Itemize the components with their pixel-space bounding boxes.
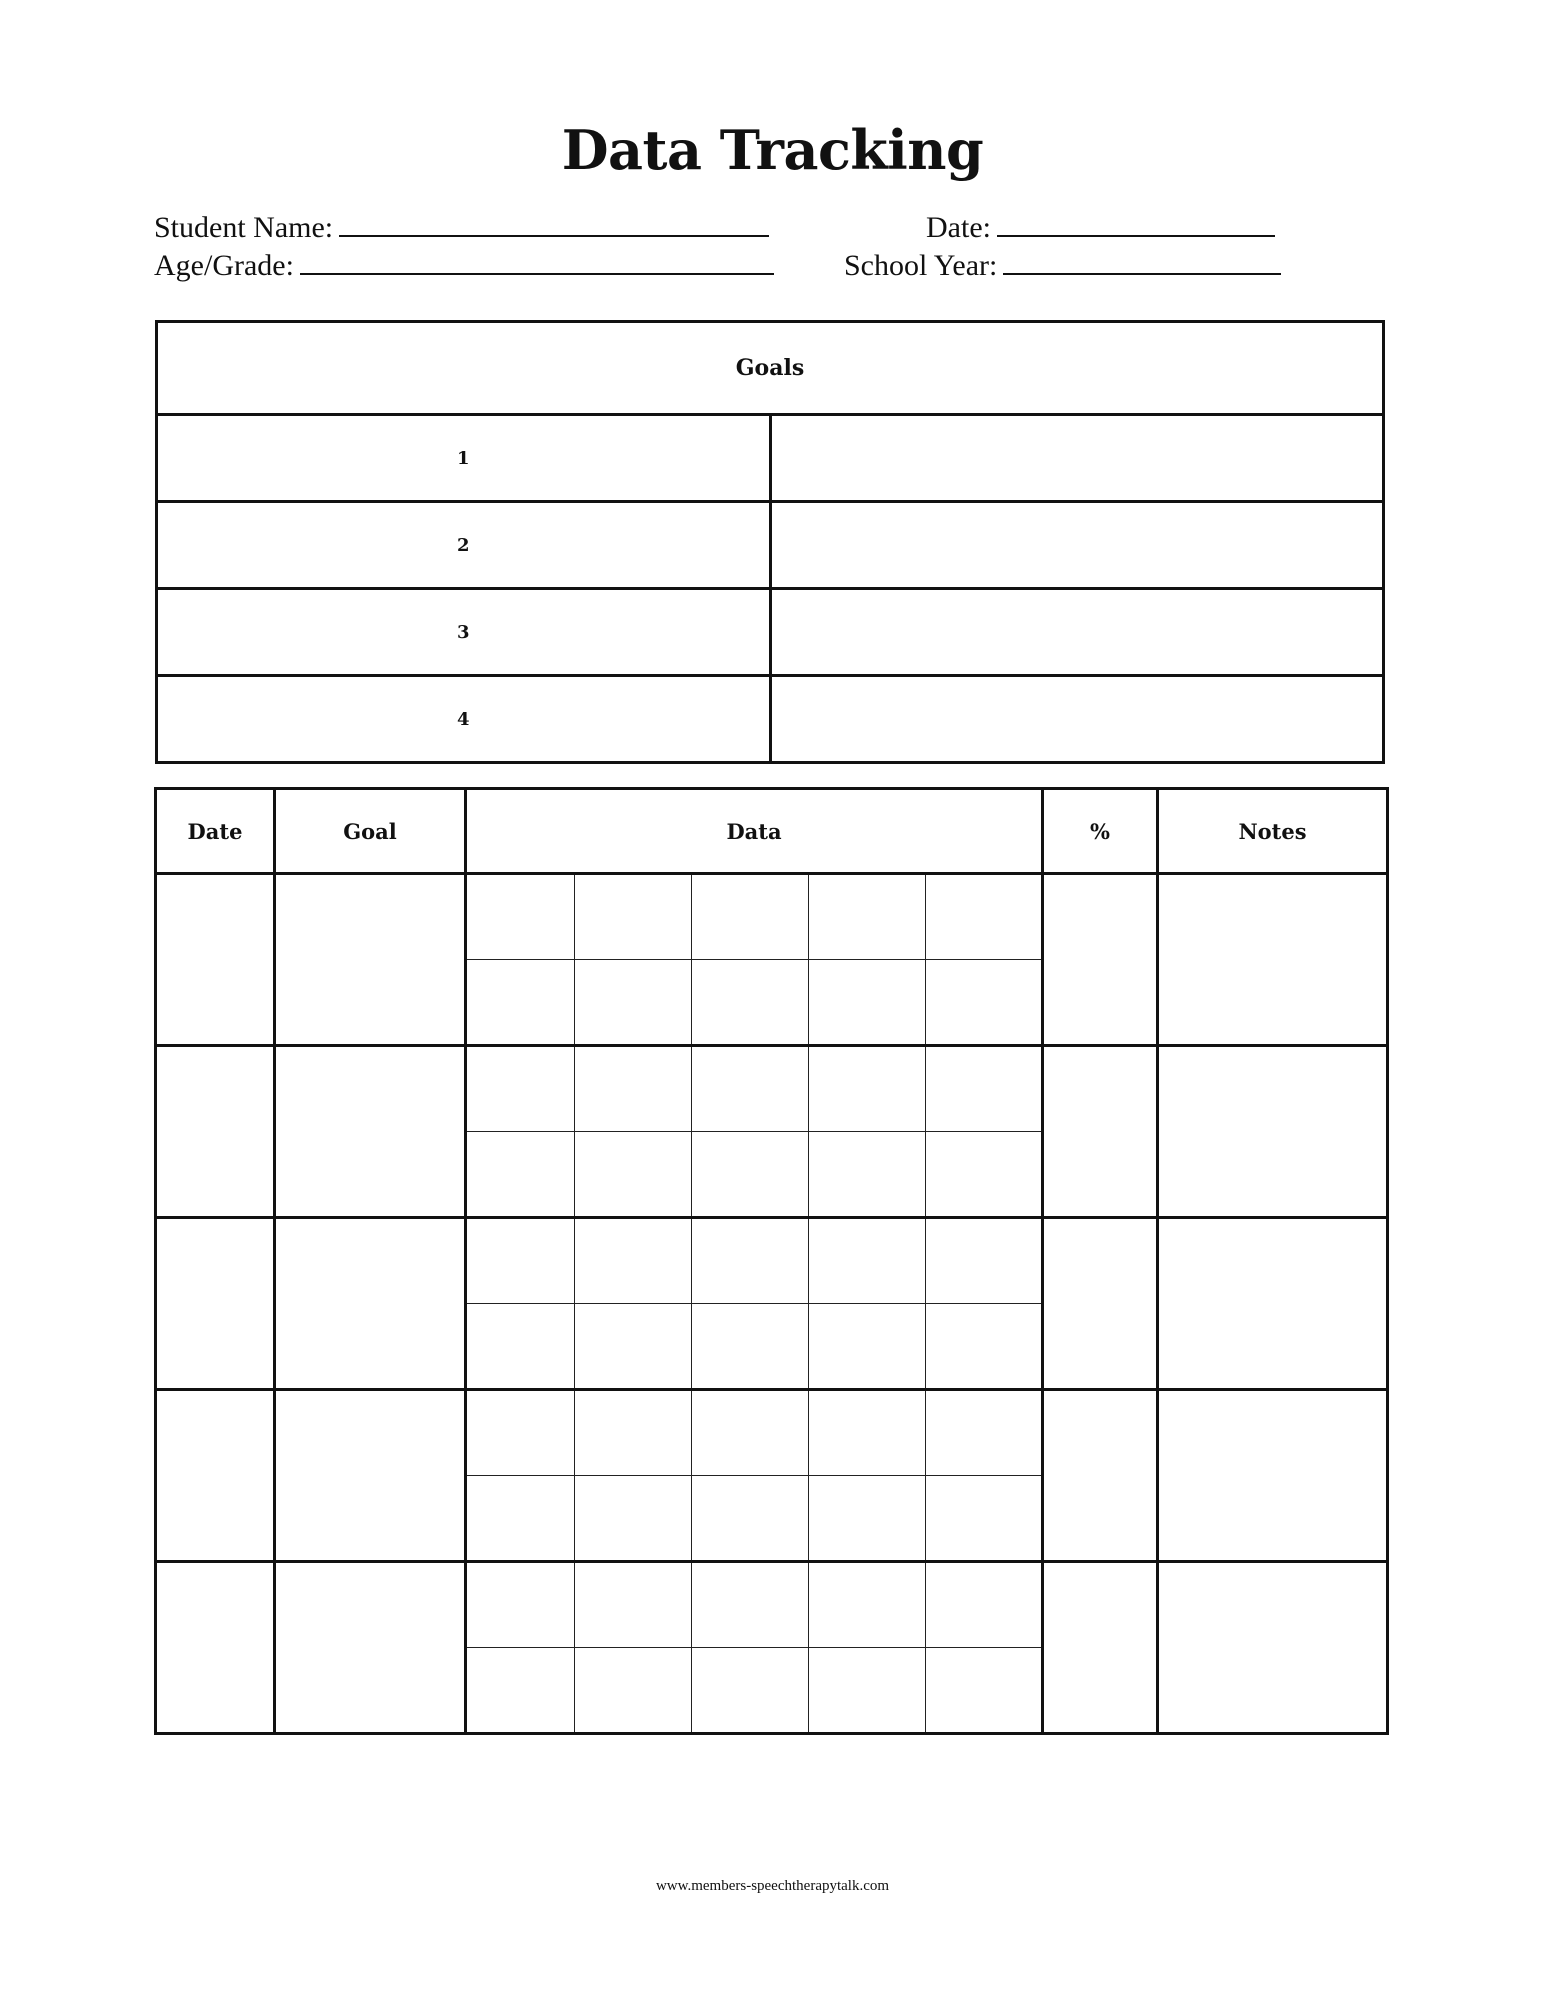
data-trial-cell[interactable]: [809, 1046, 926, 1132]
goal-text-cell[interactable]: [770, 415, 1384, 502]
entry-goal-cell[interactable]: [275, 1562, 466, 1734]
entry-goal-cell[interactable]: [275, 1390, 466, 1562]
data-trial-cell[interactable]: [575, 1218, 692, 1304]
goal-column-header: Goal: [275, 789, 466, 874]
tracking-row: [156, 1390, 1388, 1476]
data-trial-cell[interactable]: [926, 1648, 1043, 1734]
tracking-body: [156, 874, 1388, 1734]
age-grade-field: [154, 248, 774, 284]
entry-goal-cell[interactable]: [275, 1046, 466, 1218]
data-trial-cell[interactable]: [926, 1390, 1043, 1476]
age-grade-line[interactable]: [300, 249, 774, 275]
data-trial-cell[interactable]: [809, 1648, 926, 1734]
goal-text-cell[interactable]: [770, 589, 1384, 676]
entry-percent-cell[interactable]: [1043, 874, 1158, 1046]
entry-percent-cell[interactable]: [1043, 1562, 1158, 1734]
age-grade-label: Age/Grade:: [154, 249, 294, 282]
data-trial-cell[interactable]: [692, 1304, 809, 1390]
data-trial-cell[interactable]: [466, 874, 575, 960]
entry-date-cell[interactable]: [156, 1046, 275, 1218]
entry-notes-cell[interactable]: [1158, 1218, 1388, 1390]
tracking-row: [156, 1562, 1388, 1648]
data-trial-cell[interactable]: [466, 1648, 575, 1734]
entry-notes-cell[interactable]: [1158, 1046, 1388, 1218]
tracking-table: [154, 787, 1389, 1735]
data-trial-cell[interactable]: [926, 1304, 1043, 1390]
data-trial-cell[interactable]: [692, 1046, 809, 1132]
entry-percent-cell[interactable]: [1043, 1390, 1158, 1562]
tracking-row: [156, 1046, 1388, 1132]
entry-percent-cell[interactable]: [1043, 1218, 1158, 1390]
entry-date-cell[interactable]: [156, 1390, 275, 1562]
entry-notes-cell[interactable]: [1158, 1562, 1388, 1734]
goals-header-row: [157, 322, 1384, 415]
data-trial-cell[interactable]: [926, 1218, 1043, 1304]
data-trial-cell[interactable]: [692, 1390, 809, 1476]
data-trial-cell[interactable]: [575, 1476, 692, 1562]
data-trial-cell[interactable]: [575, 1304, 692, 1390]
data-trial-cell[interactable]: [809, 1390, 926, 1476]
tracking-header-row: [156, 789, 1388, 874]
data-trial-cell[interactable]: [926, 960, 1043, 1046]
goal-row: [157, 676, 1384, 763]
entry-date-cell[interactable]: [156, 1218, 275, 1390]
tracking-row: [156, 1218, 1388, 1304]
percent-column-header: %: [1043, 789, 1158, 874]
date-column-header: Date: [156, 789, 275, 874]
data-trial-cell[interactable]: [809, 874, 926, 960]
student-name-line[interactable]: [339, 211, 769, 237]
data-trial-cell[interactable]: [466, 1476, 575, 1562]
data-trial-cell[interactable]: [692, 1218, 809, 1304]
data-trial-cell[interactable]: [692, 874, 809, 960]
school-year-line[interactable]: [1003, 249, 1281, 275]
goal-number: 3: [157, 589, 771, 676]
data-trial-cell[interactable]: [692, 1562, 809, 1648]
data-trial-cell[interactable]: [809, 1132, 926, 1218]
data-trial-cell[interactable]: [466, 1046, 575, 1132]
data-trial-cell[interactable]: [809, 960, 926, 1046]
data-trial-cell[interactable]: [692, 1648, 809, 1734]
data-trial-cell[interactable]: [809, 1476, 926, 1562]
data-trial-cell[interactable]: [466, 960, 575, 1046]
date-field: [926, 210, 1275, 246]
data-trial-cell[interactable]: [575, 1648, 692, 1734]
school-year-label: School Year:: [844, 249, 998, 282]
entry-date-cell[interactable]: [156, 874, 275, 1046]
data-trial-cell[interactable]: [575, 960, 692, 1046]
tracking-row: [156, 874, 1388, 960]
entry-notes-cell[interactable]: [1158, 1390, 1388, 1562]
entry-notes-cell[interactable]: [1158, 874, 1388, 1046]
data-trial-cell[interactable]: [926, 874, 1043, 960]
entry-percent-cell[interactable]: [1043, 1046, 1158, 1218]
goal-text-cell[interactable]: [770, 502, 1384, 589]
page-title: Data Tracking: [561, 118, 984, 182]
goals-header: Goals: [157, 322, 1384, 415]
student-name-field: [154, 210, 769, 246]
data-trial-cell[interactable]: [466, 1132, 575, 1218]
entry-date-cell[interactable]: [156, 1562, 275, 1734]
data-trial-cell[interactable]: [692, 1476, 809, 1562]
data-trial-cell[interactable]: [575, 1046, 692, 1132]
goal-number: 2: [157, 502, 771, 589]
data-trial-cell[interactable]: [575, 1562, 692, 1648]
footer-url: www.members-speechtherapytalk.com: [655, 1878, 890, 1894]
data-trial-cell[interactable]: [575, 1390, 692, 1476]
data-trial-cell[interactable]: [692, 960, 809, 1046]
goal-number: 4: [157, 676, 771, 763]
goal-row: [157, 415, 1384, 502]
data-trial-cell[interactable]: [466, 1218, 575, 1304]
data-trial-cell[interactable]: [466, 1390, 575, 1476]
data-column-header: Data: [466, 789, 1043, 874]
entry-goal-cell[interactable]: [275, 874, 466, 1046]
date-line[interactable]: [997, 211, 1275, 237]
goal-text-cell[interactable]: [770, 676, 1384, 763]
school-year-field: [844, 248, 1281, 284]
data-trial-cell[interactable]: [926, 1476, 1043, 1562]
data-trial-cell[interactable]: [926, 1562, 1043, 1648]
data-trial-cell[interactable]: [692, 1132, 809, 1218]
data-trial-cell[interactable]: [809, 1562, 926, 1648]
data-trial-cell[interactable]: [575, 1132, 692, 1218]
goal-row: [157, 502, 1384, 589]
goal-number: 1: [157, 415, 771, 502]
data-trial-cell[interactable]: [926, 1046, 1043, 1132]
data-trial-cell[interactable]: [809, 1218, 926, 1304]
entry-goal-cell[interactable]: [275, 1218, 466, 1390]
data-trial-cell[interactable]: [575, 874, 692, 960]
date-label: Date:: [926, 211, 991, 244]
data-trial-cell[interactable]: [926, 1132, 1043, 1218]
goal-row: [157, 589, 1384, 676]
data-trial-cell[interactable]: [466, 1562, 575, 1648]
data-trial-cell[interactable]: [466, 1304, 575, 1390]
data-trial-cell[interactable]: [809, 1304, 926, 1390]
notes-column-header: Notes: [1158, 789, 1388, 874]
goals-table: [155, 320, 1385, 764]
student-name-label: Student Name:: [154, 211, 334, 244]
